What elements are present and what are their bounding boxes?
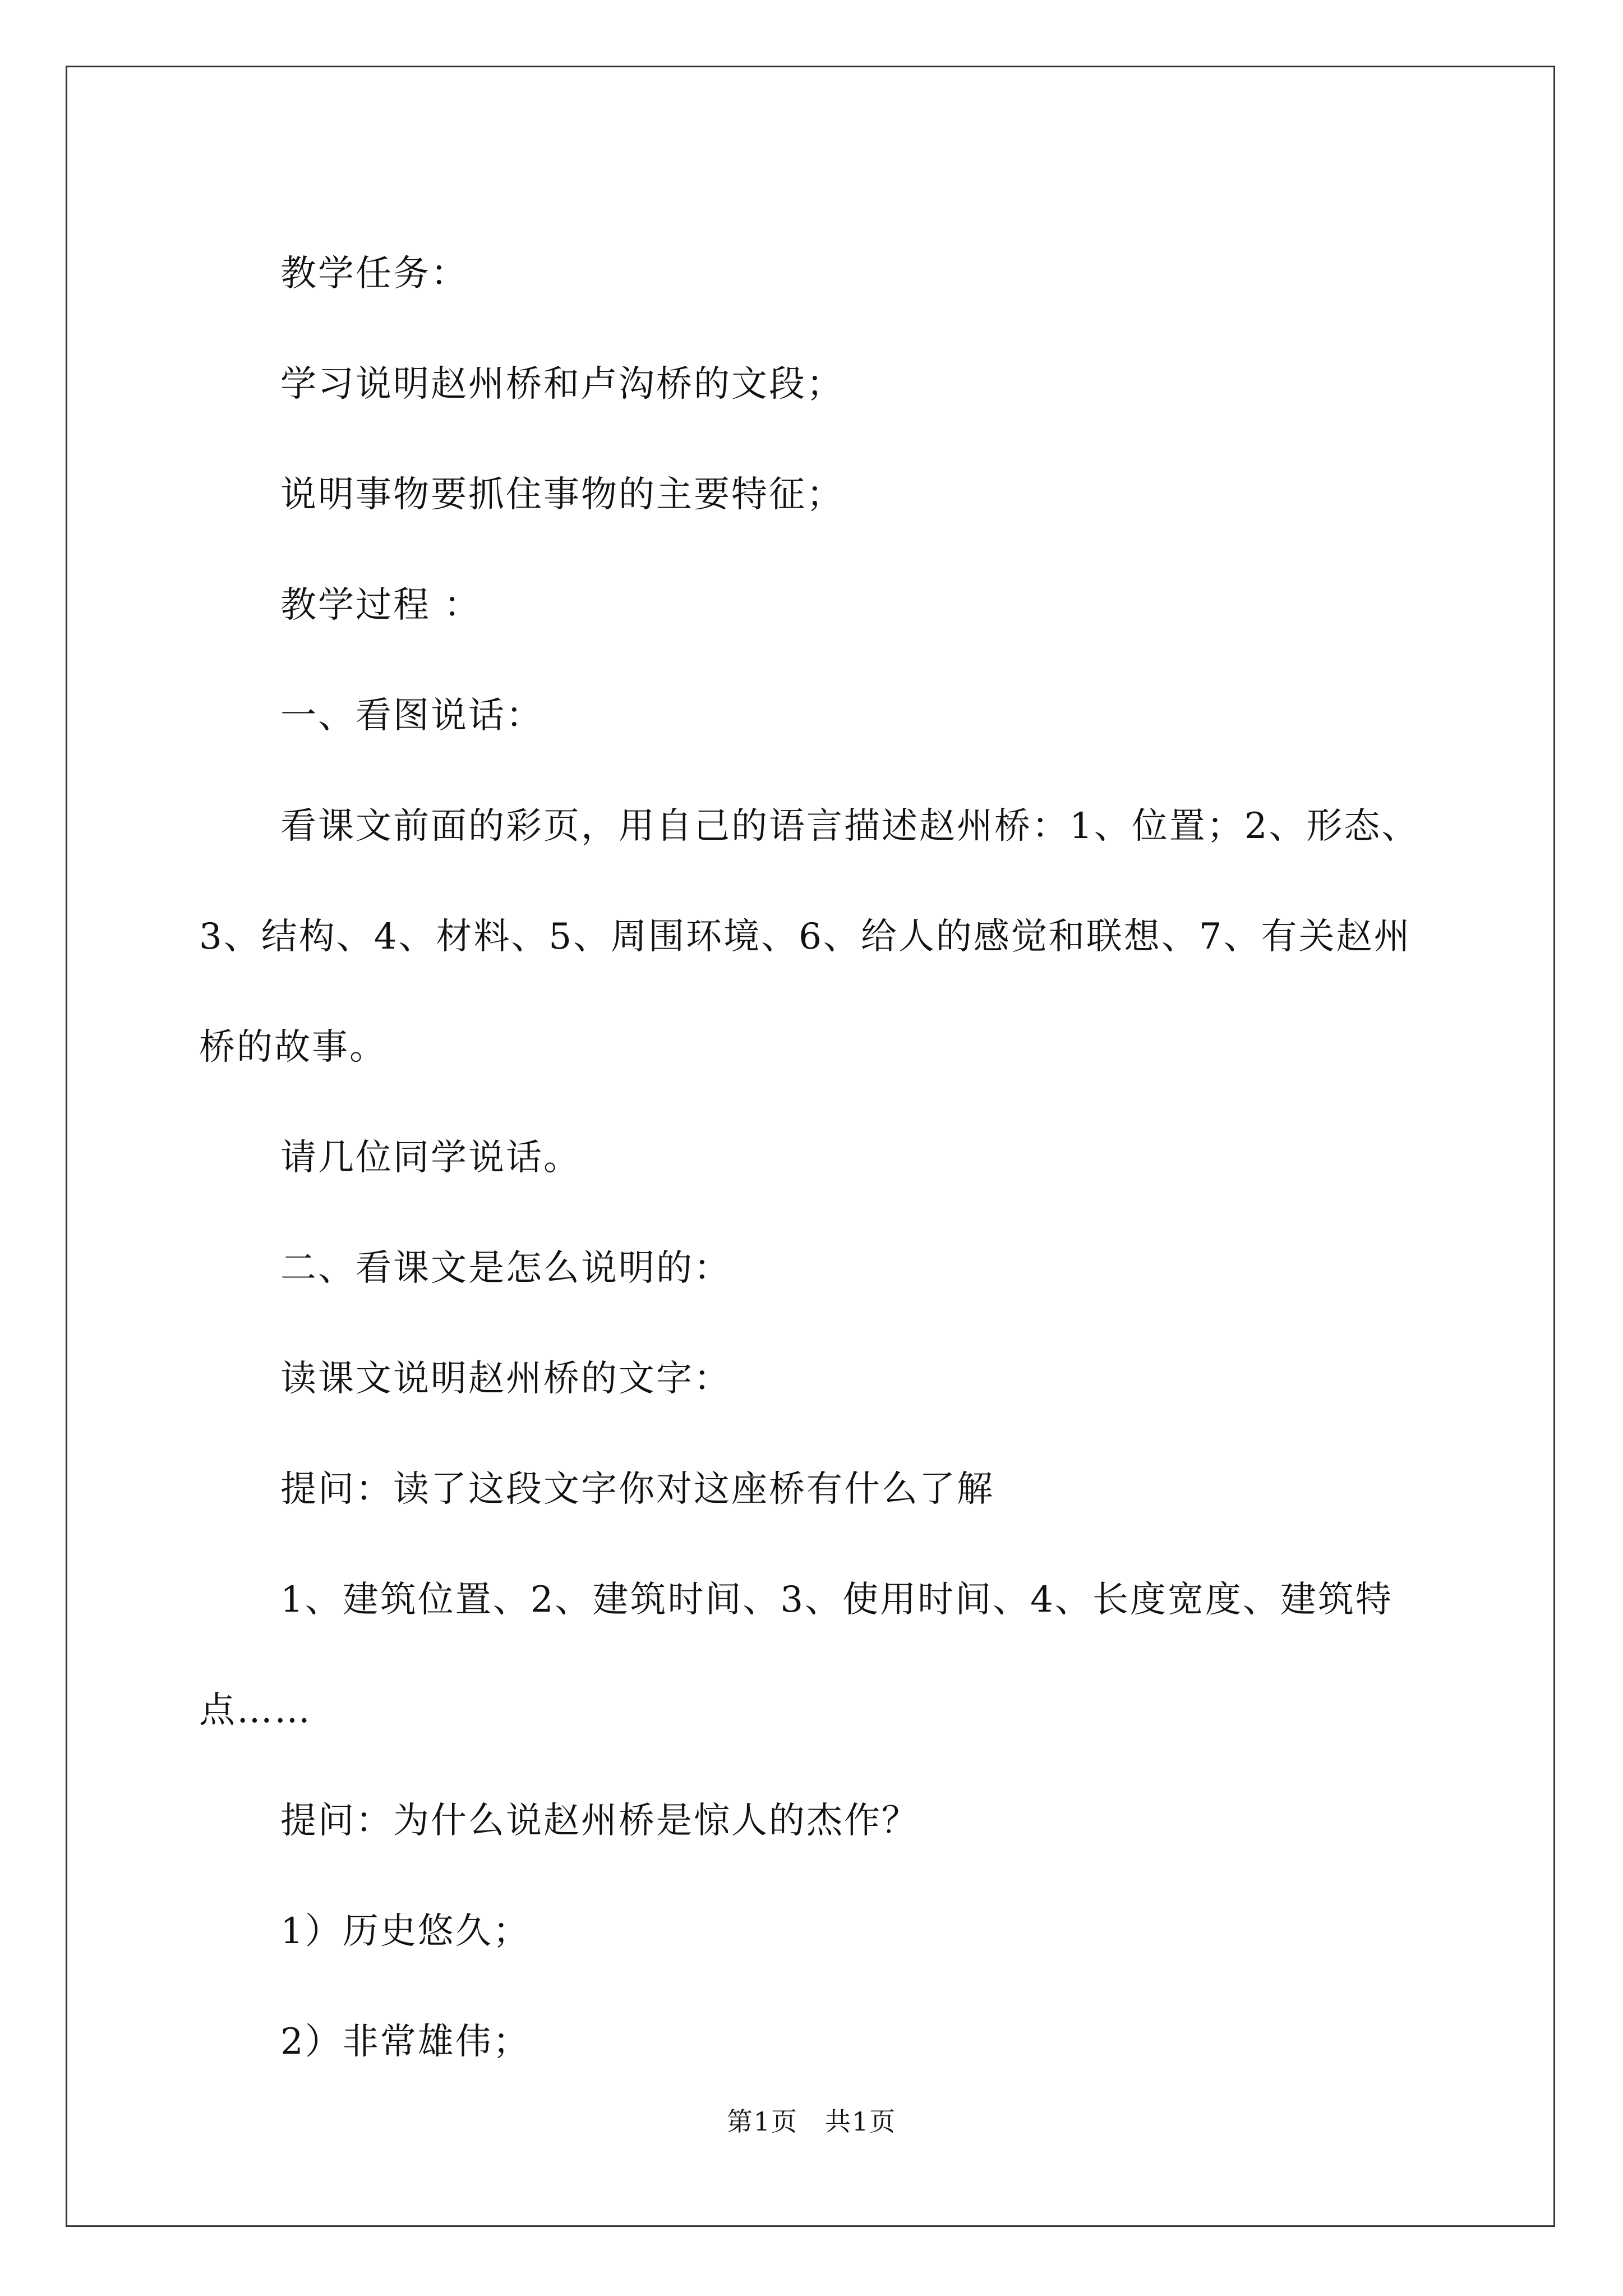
paragraph: 1）历史悠久； <box>280 1911 531 1952</box>
paragraph: 教学过程 ： <box>280 585 482 626</box>
paragraph: 读课文说明赵州桥的文字： <box>280 1358 731 1400</box>
paragraph: 说明事物要抓住事物的主要特征； <box>280 474 844 516</box>
paragraph: 二、看课文是怎么说明的： <box>280 1248 731 1289</box>
paragraph: 请几位同学说话。 <box>280 1137 581 1179</box>
paragraph: 教学任务： <box>280 253 468 295</box>
paragraph: 1、建筑位置、2、建筑时间、3、使用时间、4、长度宽度、建筑特点…… <box>199 1579 1393 1731</box>
paragraph: 提问：为什么说赵州桥是惊人的杰作？ <box>280 1800 919 1842</box>
paragraph: 一、看图说话： <box>280 695 543 737</box>
paragraph: 提问：读了这段文字你对这座桥有什么了解 <box>280 1469 994 1510</box>
page-footer: 第1页 共1页 <box>726 2106 897 2137</box>
document-body <box>199 219 1422 2097</box>
paragraph: 学习说明赵州桥和卢沟桥的文段； <box>280 364 844 405</box>
paragraph: 看课文前面的彩页，用自己的语言描述赵州桥：1、位置；2、形态、3、结构、4、材料、5、周围环境、6、给人的感觉和联想、7、有关赵州桥的故事。 <box>199 806 1419 1068</box>
paragraph: 2）非常雄伟； <box>280 2021 531 2063</box>
